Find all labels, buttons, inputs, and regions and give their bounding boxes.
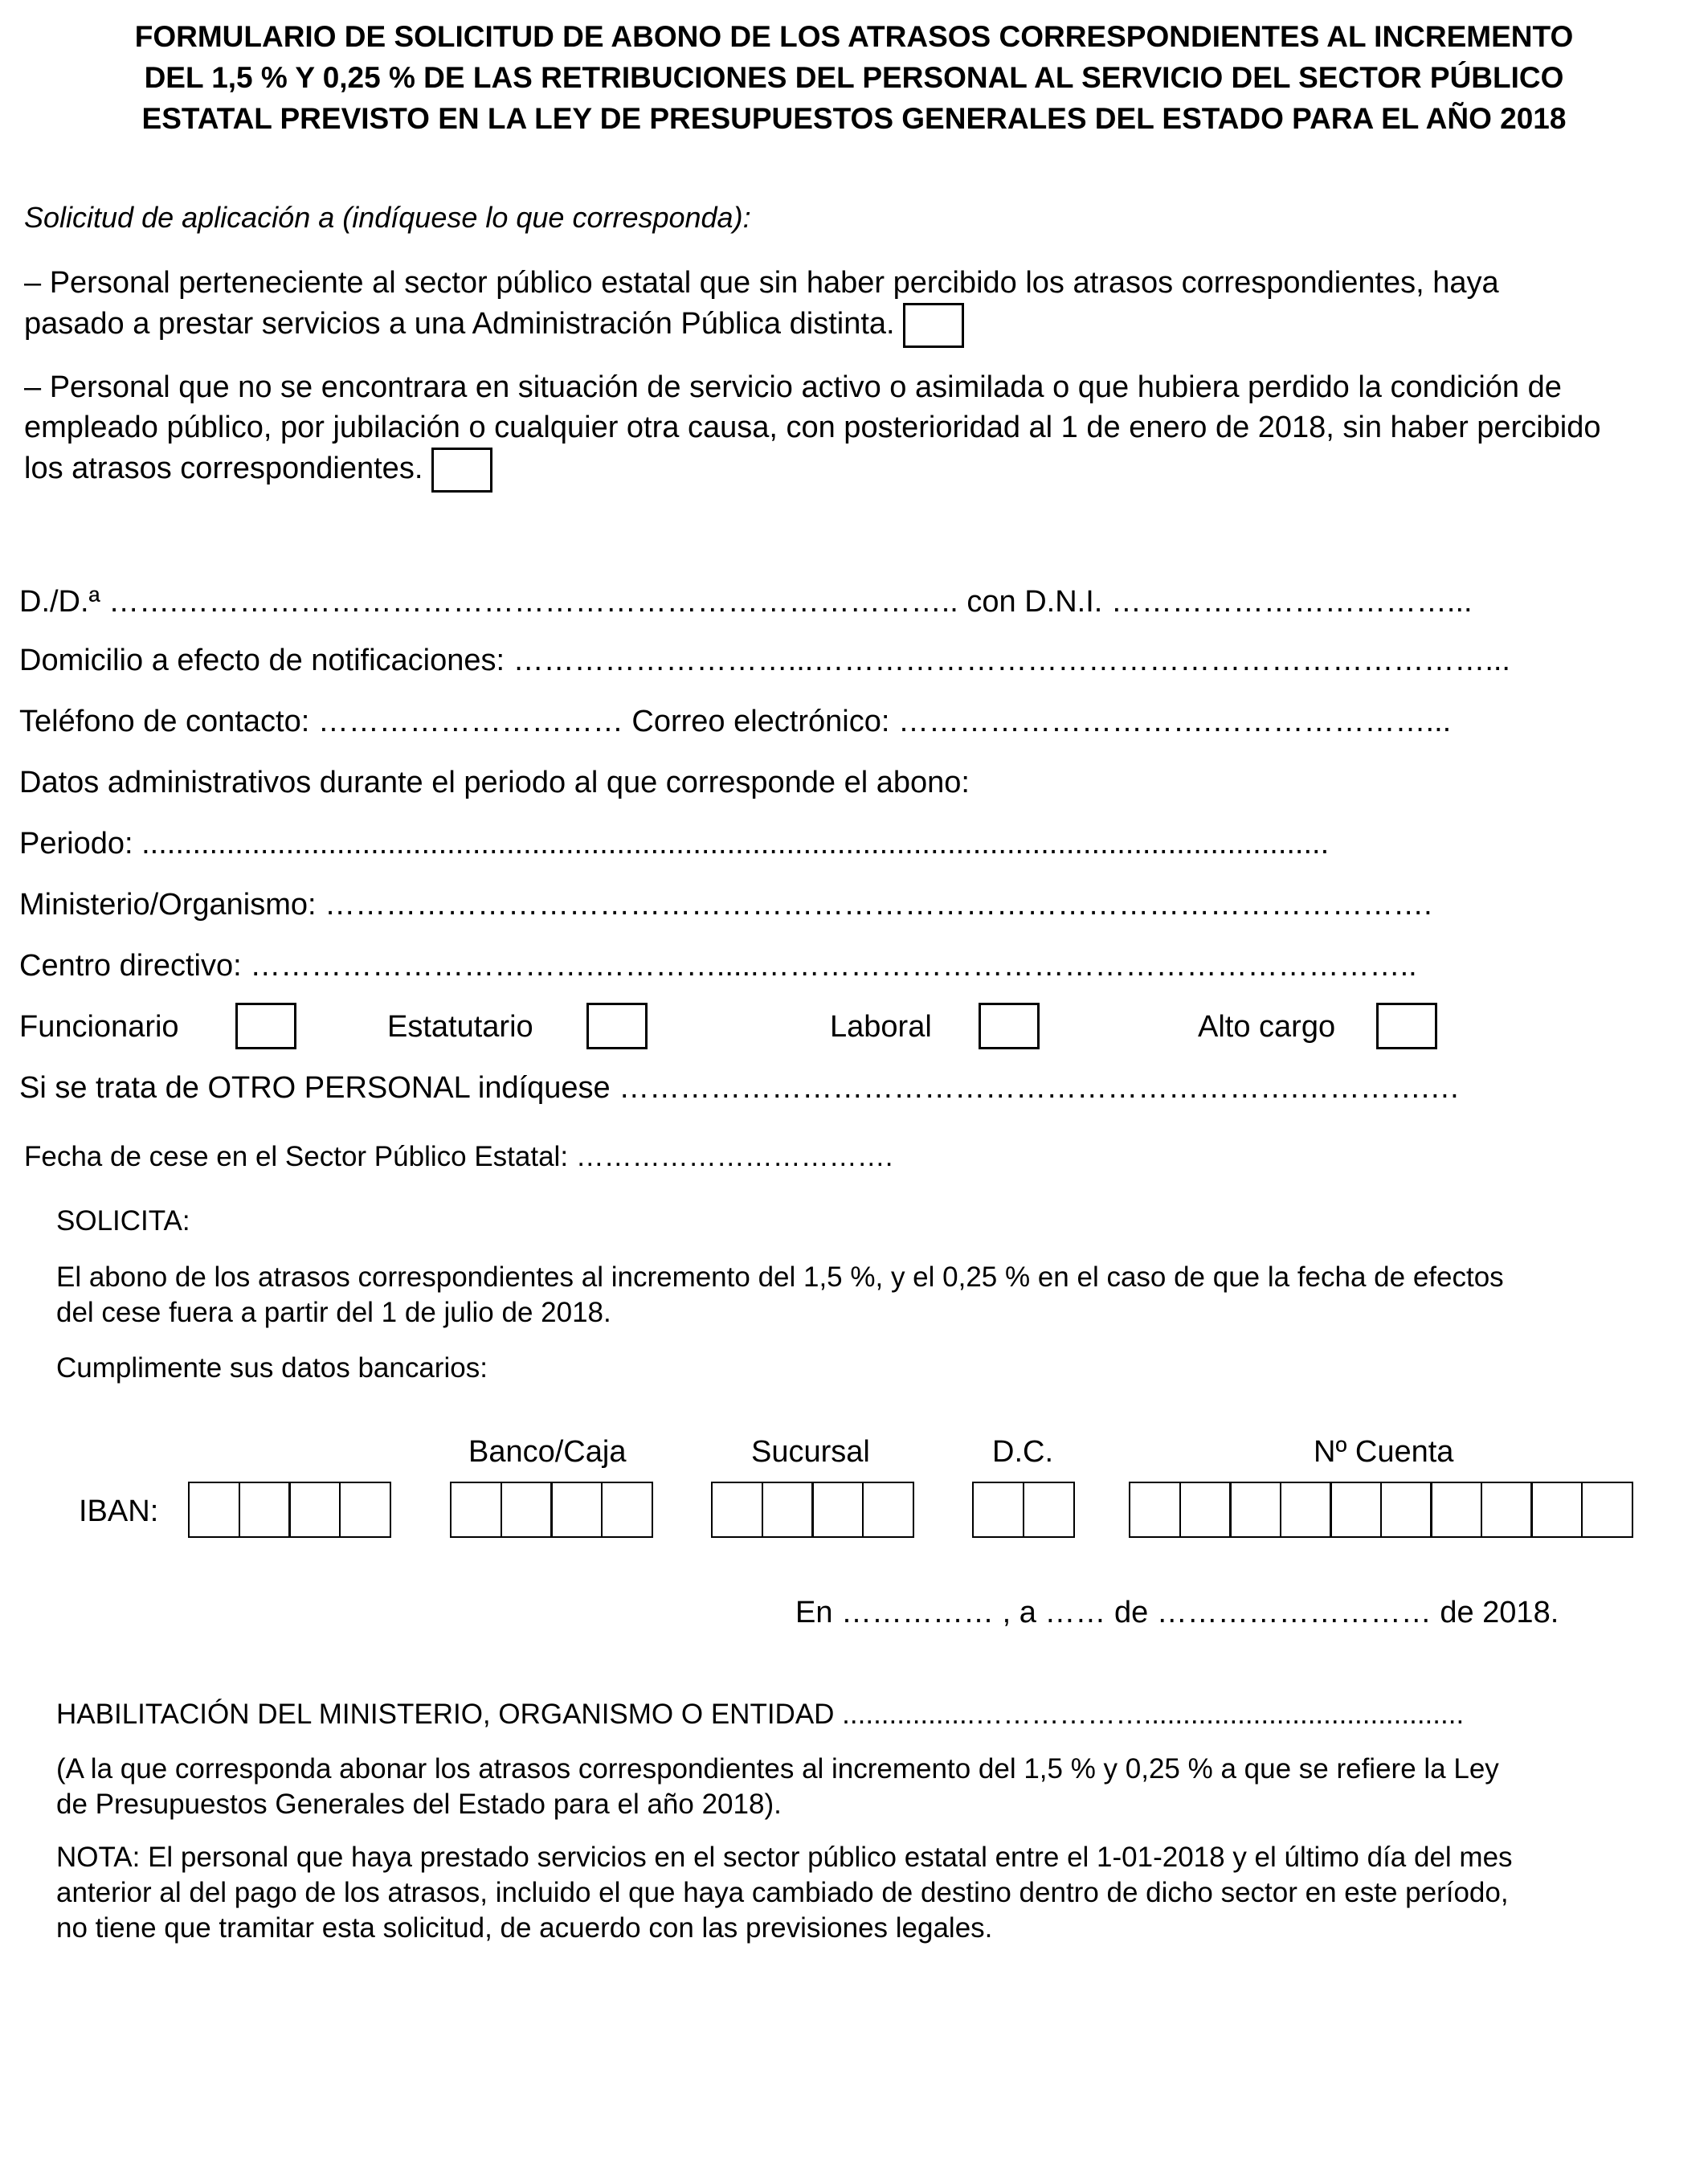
- alto-cargo-label: Alto cargo: [1198, 1010, 1336, 1044]
- request-body-line-2: del cese fuera a partir del 1 de julio de 2018.: [56, 1297, 611, 1328]
- habilitation-note-line-1: (A la que corresponda abonar los atrasos correspondientes al incremento del 1,5 % y 0,25 % a que se refiere la Ley: [56, 1753, 1499, 1785]
- account-digit-box[interactable]: [1530, 1482, 1583, 1538]
- nota-line-3: no tiene que tramitar esta solicitud, de acuerdo con las previsiones legales.: [56, 1912, 993, 1944]
- option-2-line-1: – Personal que no se encontrara en situación de servicio activo o asimilada o que hubiera perdido la condición de: [24, 370, 1562, 404]
- account-digit-box[interactable]: [1581, 1482, 1633, 1538]
- account-digit-box[interactable]: [1129, 1482, 1181, 1538]
- bank-digit-box[interactable]: [450, 1482, 502, 1538]
- nota-line-1: NOTA: El personal que haya prestado servicios en el sector público estatal entre el 1-01-2018 y el último día del mes: [56, 1842, 1513, 1873]
- habilitation-note: [56, 1752, 1499, 1822]
- account-number-boxes[interactable]: [1129, 1482, 1633, 1538]
- nota-line-2: anterior al del pago de los atrasos, incluido el que haya cambiado de destino dentro de dicho sector en este período,: [56, 1877, 1509, 1908]
- funcionario-label: Funcionario: [19, 1010, 179, 1044]
- branch-code-boxes[interactable]: [711, 1482, 914, 1538]
- option-inactive-staff-checkbox[interactable]: [431, 448, 492, 493]
- option-2-line-2: empleado público, por jubilación o cualquier otra causa, con posterioridad al 1 de enero de 2018, sin haber percibido: [24, 411, 1601, 444]
- option-1-line-2: pasado a prestar servicios a una Administración Pública distinta.: [24, 307, 895, 341]
- phone-email-field[interactable]: Teléfono de contacto: ………………………… Correo electrónico: ………………………….…………………...: [19, 705, 1452, 738]
- bank-digit-box[interactable]: [550, 1482, 603, 1538]
- iban-digit-box[interactable]: [339, 1482, 391, 1538]
- account-digit-box[interactable]: [1380, 1482, 1432, 1538]
- nota: [56, 1840, 1513, 1946]
- admin-data-label: Datos administrativos durante el periodo al que corresponde el abono:: [19, 766, 970, 799]
- ministry-field[interactable]: Ministerio/Organismo: ……………………………………………………………………………………………….: [19, 888, 1432, 922]
- funcionario-checkbox[interactable]: [235, 1003, 296, 1049]
- branch-digit-box[interactable]: [762, 1482, 814, 1538]
- dc-label: D.C.: [992, 1435, 1053, 1469]
- period-field[interactable]: Periodo: ............................................................................................................................................: [19, 827, 1330, 861]
- application-intro: Solicitud de aplicación a (indíquese lo que corresponda):: [24, 201, 751, 234]
- iban-digit-box[interactable]: [239, 1482, 291, 1538]
- request-body: [56, 1260, 1504, 1331]
- name-dni-field[interactable]: D./D.ª …….………………………………………………………………….. con D.N.I. ……………………………...: [19, 585, 1473, 619]
- bank-label: Banco/Caja: [468, 1435, 627, 1469]
- branch-digit-box[interactable]: [862, 1482, 914, 1538]
- account-digit-box[interactable]: [1179, 1482, 1232, 1538]
- other-staff-field[interactable]: Si se trata de OTRO PERSONAL indíquese ………………………………………………………….………….…: [19, 1071, 1461, 1105]
- request-heading: SOLICITA:: [56, 1205, 190, 1237]
- estatutario-label: Estatutario: [387, 1010, 533, 1044]
- option-other-administration: [24, 263, 1499, 348]
- address-field[interactable]: Domicilio a efecto de notificaciones: ………………………...…………………………………………………………...: [19, 644, 1510, 677]
- account-digit-box[interactable]: [1229, 1482, 1281, 1538]
- iban-boxes[interactable]: [188, 1482, 391, 1538]
- option-1-line-1: – Personal perteneciente al sector público estatal que sin haber percibido los atrasos correspondientes, haya: [24, 266, 1499, 300]
- dc-digit-box[interactable]: [1023, 1482, 1075, 1538]
- form-title-line-1: FORMULARIO DE SOLICITUD DE ABONO DE LOS ATRASOS CORRESPONDIENTES AL INCREMENTO: [134, 20, 1574, 53]
- account-digit-box[interactable]: [1481, 1482, 1533, 1538]
- habilitation-field[interactable]: HABILITACIÓN DEL MINISTERIO, ORGANISMO O ENTIDAD .................……………….........................................: [56, 1699, 1465, 1730]
- iban-digit-box[interactable]: [288, 1482, 341, 1538]
- branch-digit-box[interactable]: [711, 1482, 763, 1538]
- laboral-label: Laboral: [830, 1010, 932, 1044]
- option-other-administration-checkbox[interactable]: [903, 303, 964, 348]
- account-digit-box[interactable]: [1280, 1482, 1332, 1538]
- account-digit-box[interactable]: [1430, 1482, 1482, 1538]
- laboral-checkbox[interactable]: [979, 1003, 1040, 1049]
- option-inactive-staff: [24, 367, 1601, 493]
- bank-digit-box[interactable]: [501, 1482, 553, 1538]
- form-title-line-2: DEL 1,5 % Y 0,25 % DE LAS RETRIBUCIONES DEL PERSONAL AL SERVICIO DEL SECTOR PÚBLICO: [144, 61, 1564, 94]
- habilitation-note-line-2: de Presupuestos Generales del Estado para el año 2018).: [56, 1789, 782, 1820]
- center-field[interactable]: Centro directivo: …………………………….………….....………………………………………………………..: [19, 949, 1417, 983]
- bank-digit-box[interactable]: [601, 1482, 653, 1538]
- form-title: [48, 16, 1660, 139]
- alto-cargo-checkbox[interactable]: [1376, 1003, 1437, 1049]
- branch-digit-box[interactable]: [811, 1482, 864, 1538]
- estatutario-checkbox[interactable]: [586, 1003, 648, 1049]
- account-digit-box[interactable]: [1330, 1482, 1382, 1538]
- bank-code-boxes[interactable]: [450, 1482, 653, 1538]
- cessation-date-field[interactable]: Fecha de cese en el Sector Público Estatal: …………………………….: [24, 1141, 893, 1172]
- place-date-field[interactable]: En …………… , a …… de ……………………… de 2018.: [795, 1596, 1559, 1629]
- form-title-line-3: ESTATAL PREVISTO EN LA LEY DE PRESUPUESTOS GENERALES DEL ESTADO PARA EL AÑO 2018: [141, 102, 1567, 135]
- option-2-line-3: los atrasos correspondientes.: [24, 452, 423, 486]
- iban-label: IBAN:: [79, 1494, 159, 1528]
- account-label: Nº Cuenta: [1314, 1435, 1454, 1469]
- dc-boxes[interactable]: [972, 1482, 1075, 1538]
- iban-digit-box[interactable]: [188, 1482, 240, 1538]
- dc-digit-box[interactable]: [972, 1482, 1024, 1538]
- request-body-line-1: El abono de los atrasos correspondientes al incremento del 1,5 %, y el 0,25 % en el caso de que la fecha de efectos: [56, 1261, 1504, 1293]
- branch-label: Sucursal: [751, 1435, 870, 1469]
- bank-prompt: Cumplimente sus datos bancarios:: [56, 1352, 488, 1384]
